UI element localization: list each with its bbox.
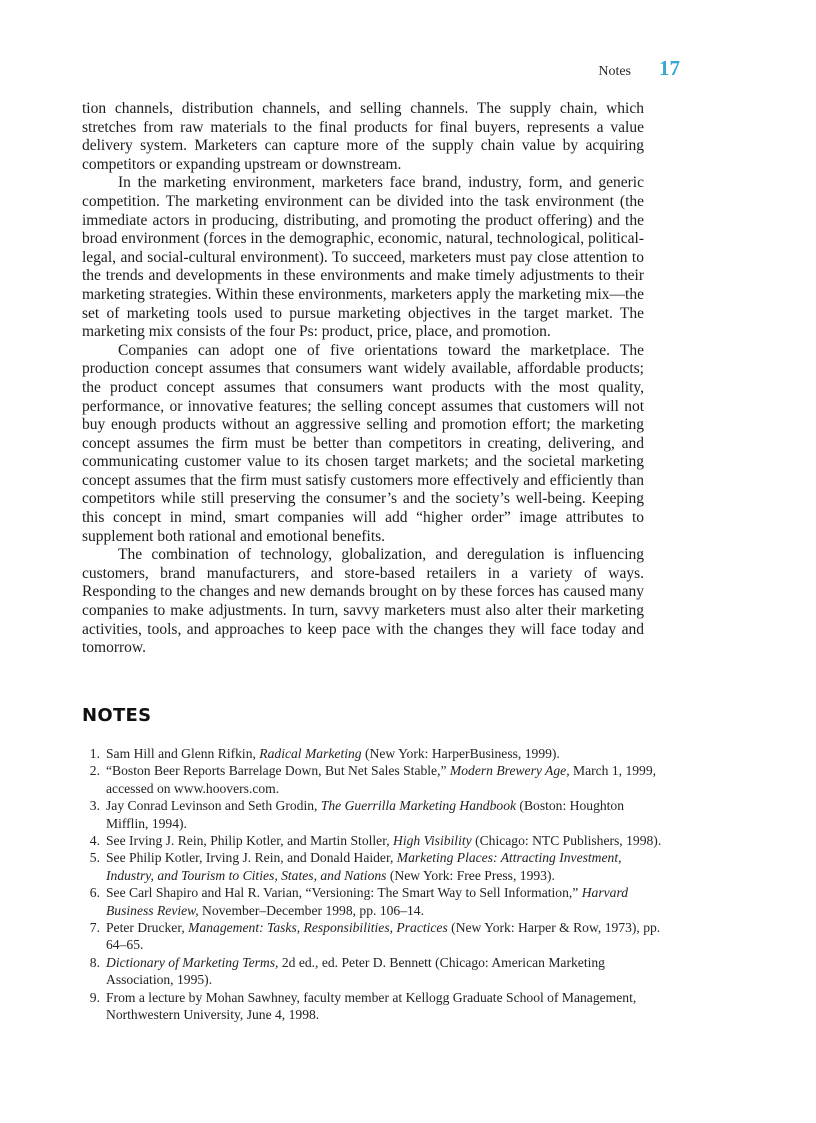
- note-number: 7.: [89, 920, 100, 936]
- note-text: March 1, 1999, accessed on www.hoovers.com.: [106, 763, 657, 796]
- note-text: 2d ed., ed. Peter D. Bennett (Chicago: American Marketing Association, 1995).: [106, 954, 605, 988]
- note-title: High Visibility: [393, 833, 472, 849]
- note-text: (New York: Free Press, 1993).: [386, 867, 555, 883]
- note-item: [82, 884, 662, 919]
- note-item: [82, 832, 662, 849]
- note-item: [82, 745, 662, 762]
- note-text: See Philip Kotler, Irving J. Rein, and Donald Haider,: [106, 850, 397, 866]
- note-title: Modern Brewery Age,: [449, 763, 570, 779]
- running-title: Notes: [598, 64, 631, 79]
- note-item: [82, 989, 662, 1024]
- note-text: (Chicago: NTC Publishers, 1998).: [471, 833, 662, 849]
- note-item: [82, 762, 662, 797]
- running-header: [598, 56, 680, 81]
- note-title: The Guerrilla Marketing Handbook: [320, 798, 517, 814]
- note-number: 8.: [89, 954, 100, 970]
- note-title: Radical Marketing: [259, 746, 362, 761]
- note-title: Management: Tasks, Responsibilities, Practices: [188, 920, 448, 936]
- page-number: 17: [659, 56, 680, 80]
- note-number: 1.: [89, 746, 100, 761]
- note-item: [82, 797, 662, 832]
- note-text: (Boston: Houghton Mifflin, 1994).: [106, 798, 625, 831]
- note-number: 6.: [89, 885, 100, 901]
- note-text: See Carl Shapiro and Hal R. Varian, “Versioning: The Smart Way to Sell Information,”: [106, 885, 582, 901]
- note-title: Dictionary of Marketing Terms,: [106, 954, 279, 970]
- body-paragraph: The combination of technology, globalization, and deregulation is influencing customers, brand manufacturers, and store-based retailers in a variety of ways. Responding to the changes and new demands brought on by these forces has caused many companies to make adjustments. In turn, savvy marketers must also alter their marketing activities, tools, and approaches to keep pace with the changes they will face today and tomorrow.: [82, 546, 644, 657]
- note-text: November–December 1998, pp. 106–14.: [198, 902, 424, 918]
- note-text: Sam Hill and Glenn Rifkin,: [106, 746, 260, 761]
- note-text: “Boston Beer Reports Barrelage Down, But Net Sales Stable,”: [106, 763, 450, 779]
- note-item: [82, 954, 662, 989]
- note-text: Jay Conrad Levinson and Seth Grodin,: [106, 798, 321, 814]
- note-number: 2.: [89, 763, 100, 779]
- note-text: Peter Drucker,: [106, 920, 189, 936]
- note-text: (New York: HarperBusiness, 1999).: [361, 746, 560, 761]
- body-paragraph: tion channels, distribution channels, and selling channels. The supply chain, which stretches from raw materials to the final products for final buyers, represents a value delivery system. Marketers can capture more of the supply chain value by acquiring competitors or expanding upstream or downstream.: [82, 100, 644, 173]
- note-text: (New York: Harper & Row, 1973), pp. 64–65.: [106, 920, 661, 953]
- note-text: See Irving J. Rein, Philip Kotler, and Martin Stoller,: [106, 833, 393, 849]
- note-title: Harvard Business Review,: [106, 885, 629, 918]
- notes-list: [82, 745, 662, 1024]
- body-paragraph: In the marketing environment, marketers face brand, industry, form, and generic competition. The marketing environment can be divided into the task environment (the immediate actors in producing, distributing, and promoting the product offering) and the broad environment (forces in the demographic, economic, natural, technological, political-legal, and social-cultural environment). To succeed, marketers must pay close attention to the trends and developments in these environments and make timely adjustments to their marketing strategies. Within these environments, marketers apply the marketing mix—the set of marketing tools used to pursue marketing objectives in the target market. The marketing mix consists of the four Ps: product, price, place, and promotion.: [82, 174, 644, 341]
- note-title: Marketing Places: Attracting Investment, Industry, and Tourism to Cities, States, and Nations: [106, 850, 622, 883]
- note-item: [82, 919, 662, 954]
- note-number: 3.: [89, 798, 100, 814]
- body-text: [82, 100, 644, 658]
- notes-heading: NOTES: [82, 705, 152, 726]
- note-number: 9.: [89, 989, 100, 1005]
- note-number: 4.: [89, 833, 100, 849]
- note-number: 5.: [89, 850, 100, 866]
- note-item: [82, 849, 662, 884]
- note-text: From a lecture by Mohan Sawhney, faculty member at Kellogg Graduate School of Management, Northwestern University, June 4, 1998.: [106, 989, 637, 1023]
- body-paragraph: Companies can adopt one of five orientations toward the marketplace. The production concept assumes that consumers want widely available, affordable products; the product concept assumes that consumers want products with the most quality, performance, or innovative features; the selling concept assumes that customers will not buy enough products without an aggressive selling and promotion effort; the marketing concept assumes the firm must be better than competitors in creating, delivering, and communicating customer value to its chosen target markets; and the societal marketing concept assumes that the firm must satisfy customers more effectively and efficiently than competitors while still preserving the consumer’s and the society’s well-being. Keeping this concept in mind, smart companies will add “higher order” image attributes to supplement both rational and emotional benefits.: [82, 341, 644, 545]
